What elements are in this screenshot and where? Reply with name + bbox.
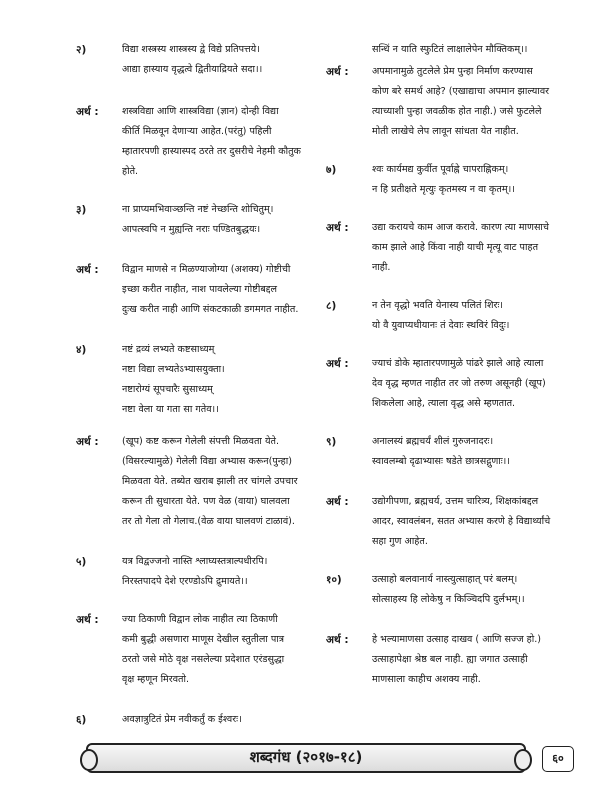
block-text (372, 296, 576, 336)
text-line: वृक्ष म्हणून मिरवतो. (122, 674, 190, 685)
verse-block (76, 552, 338, 592)
block-text (372, 354, 576, 414)
block-label (326, 40, 372, 60)
verse-block (326, 354, 576, 414)
text-line: नष्टारोग्यं सूपचारैः सुसाध्यम् (122, 384, 213, 395)
block-label: ३) (76, 204, 87, 216)
block-label: २) (76, 44, 87, 56)
verse-block (76, 432, 338, 532)
block-text (372, 492, 576, 552)
text-line: श्वः कार्यमद्य कुर्वीत पूर्वाह्ने चापराह्निकम्। (372, 164, 509, 175)
block-text (122, 102, 338, 182)
text-line: उद्योगीपणा, ब्रह्मचर्य, उत्तम चारित्र्य, शिक्षकांबद्दल (372, 496, 539, 507)
block-text (122, 432, 338, 532)
verse-block (326, 630, 576, 690)
text-line: अपमानामुळे तुटलेले प्रेम पुन्हा निर्माण करण्यास (372, 66, 533, 77)
verse-block (76, 260, 338, 320)
block-text (372, 62, 576, 142)
text-line: निरस्तपादपे देशे एरण्डोऽपि द्रुमायते।। (122, 576, 248, 587)
block-text (122, 552, 338, 592)
footer-title: शब्दगंध (२०१७-१८) (249, 748, 363, 766)
text-line: कीर्ति मिळवून देणाऱ्या आहेत.(परंतु) पहिली (122, 126, 272, 137)
verse-block (326, 570, 576, 610)
text-line: करून ती सुधारता येते. पण वेळ (वाया) घालवला (122, 496, 290, 507)
block-label: ७) (326, 164, 337, 176)
block-label: १०) (326, 574, 342, 586)
text-line: ज्या ठिकाणी विद्वान लोक नाहीत त्या ठिकाणी (122, 614, 278, 625)
verse-block (326, 432, 576, 472)
text-line: कोण बरे समर्थ आहे? (एखाद्याचा अपमान झाल्यावर (372, 86, 550, 97)
text-line: आद्या हास्याय वृद्धत्वे द्वितीयाद्रियते सदा।। (122, 64, 263, 75)
text-line: नष्टं द्रव्यं लभ्यते कष्टसाध्यम् (122, 344, 215, 355)
text-line: शिकलेला आहे, त्याला वृद्ध असे म्हणतात. (372, 398, 516, 409)
page-footer (86, 743, 574, 773)
block-text (122, 260, 338, 320)
verse-block (326, 160, 576, 200)
verse-block (76, 200, 338, 240)
block-label: ४) (76, 344, 87, 356)
text-line: (विसरल्यामुळे) गेलेली विद्या अभ्यास करून(पुन्हा) (122, 456, 293, 467)
block-text (372, 630, 576, 690)
text-line: त्याच्याशी पुन्हा जवळीक होत नाही.) जसे फुटलेले (372, 106, 542, 117)
block-text (372, 218, 576, 278)
text-line: मिळवता येते. तब्येत खराब झाली तर चांगले उपचार (122, 476, 298, 487)
block-label: ५) (76, 556, 87, 568)
text-line: ना प्राप्यमभिवाञ्छन्ति नष्टं नेच्छन्ति शोचितुम्। (122, 204, 274, 215)
verse-block (326, 492, 576, 552)
page-number: ६० (542, 746, 574, 772)
text-line: होते. (122, 166, 139, 177)
block-label: अर्थ : (326, 496, 349, 508)
block-text (122, 610, 338, 690)
block-text (122, 340, 338, 420)
verse-block (76, 710, 338, 730)
text-line: (खूप) कष्ट करून गेलेली संपत्ती मिळवता येते. (122, 436, 280, 447)
verse-block (326, 296, 576, 336)
block-label: अर्थ : (326, 222, 349, 234)
text-line: म्हातारपणी हास्यास्पद ठरते तर दुसरीचे नेहमी कौतुक (122, 146, 301, 157)
block-label: अर्थ : (326, 66, 349, 78)
text-line: उत्साहापेक्षा श्रेष्ठ बल नाही. ह्या जगात उत्साही (372, 654, 528, 665)
text-line: यो वै युवाप्यधीयानः तं देवाः स्थविरं विदुः। (372, 320, 510, 331)
block-text (372, 432, 576, 472)
text-line: नष्टा वेला या गता सा गतेव।। (122, 404, 219, 415)
block-label: अर्थ : (76, 614, 99, 626)
text-line: हे भल्यामाणसा उत्साह दाखव ( आणि सज्ज हो.) (372, 634, 542, 645)
text-line: देव वृद्ध म्हणत नाहीत तर जो तरुण असूनही (खूप) (372, 378, 546, 389)
text-line: उद्या करायचे काम आज करावे. कारण त्या माणसाचे (372, 222, 550, 233)
text-line: सोत्साहस्य हि लोकेषु न किञ्चिदपि दुर्लभम्।। (372, 594, 525, 605)
block-label: ८) (326, 300, 337, 312)
text-line: यत्र विद्वज्जनो नास्ति श्लाघ्यस्तत्राल्पधीरपि। (122, 556, 268, 567)
verse-block (76, 610, 338, 690)
verse-continuation (326, 40, 576, 60)
text-line: सन्धिं न याति स्फुटितं लाक्षालेपेन मौक्तिकम्।। (372, 44, 528, 55)
block-label: ६) (76, 714, 87, 726)
text-line: मोती लाखेचे लेप लावून सांधता येत नाहीत. (372, 126, 519, 137)
text-line: अनालस्यं ब्रह्मचर्यं शीलं गुरुजनादरः। (372, 436, 494, 447)
text-line: ठरतो जसे मोठे वृक्ष नसलेल्या प्रदेशात एरंडसुद्धा (122, 654, 285, 665)
text-line: नष्टा विद्या लभ्यतेऽभ्यासयुक्ता। (122, 364, 225, 375)
text-line: दुःख करीत नाही आणि संकटकाळी डगमगत नाहीत. (122, 304, 299, 315)
block-text (372, 570, 576, 610)
text-line: न हि प्रतीक्षते मृत्युः कृतमस्य न वा कृतम्।। (372, 184, 515, 195)
text-line: इच्छा करीत नाहीत, नाश पावलेल्या गोष्टीबद्दल (122, 284, 277, 295)
block-text (372, 40, 576, 60)
block-label: अर्थ : (326, 358, 349, 370)
text-line: आपत्स्वपि न मुह्यन्ति नराः पण्डितबुद्धयः। (122, 224, 261, 235)
verse-block (76, 102, 338, 182)
block-label: अर्थ : (76, 264, 99, 276)
text-line: नाही. (372, 262, 391, 273)
block-text (122, 710, 338, 730)
block-text (372, 160, 576, 200)
text-line: काम झाले आहे किंवा नाही याची मृत्यू वाट पाहत (372, 242, 539, 253)
verse-block (76, 340, 338, 420)
text-line: सहा गुण आहेत. (372, 536, 428, 547)
block-label: अर्थ : (76, 106, 99, 118)
text-line: कमी बुद्धी असणारा माणूस देखील स्तुतीला पात्र (122, 634, 285, 645)
verse-block (326, 62, 576, 142)
text-line: विद्या शस्त्रस्य शास्त्रस्य द्वे विद्ये प्रतिपत्तये। (122, 44, 260, 55)
text-line: अवज्ञात्रुटितं प्रेम नवीकर्तुं क ईश्वरः। (122, 714, 242, 725)
text-line: आदर, स्वावलंबन, सतत अभ्यास करणे हे विद्यार्थ्यांचे (372, 516, 551, 527)
verse-block (76, 40, 338, 80)
verse-block (326, 218, 576, 278)
text-line: स्वावलम्बो दृढाभ्यासः षडेते छात्रसद्गुणाः।। (372, 456, 510, 467)
block-text (122, 200, 338, 240)
block-label: ९) (326, 436, 337, 448)
text-line: तर तो गेला तो गेलाच.(वेळ वाया घालवणं टाळावं). (122, 516, 295, 527)
text-line: न तेन वृद्धो भवति येनास्य पलितं शिरः। (372, 300, 504, 311)
text-line: शस्त्रविद्या आणि शास्त्रविद्या (ज्ञान) दोन्ही विद्या (122, 106, 279, 117)
text-line: उत्साहो बलवानार्य नास्त्युत्साहात् परं बलम्। (372, 574, 518, 585)
block-label: अर्थ : (76, 436, 99, 448)
block-label: अर्थ : (326, 634, 349, 646)
text-line: विद्वान माणसे न मिळण्याजोग्या (अशक्य) गोष्टीची (122, 264, 291, 275)
block-text (122, 40, 338, 80)
text-line: ज्याचं डोके म्हातारपणामुळे पांढरे झाले आहे त्याला (372, 358, 544, 369)
text-line: माणसाला काहीच अशक्य नाही. (372, 674, 481, 685)
